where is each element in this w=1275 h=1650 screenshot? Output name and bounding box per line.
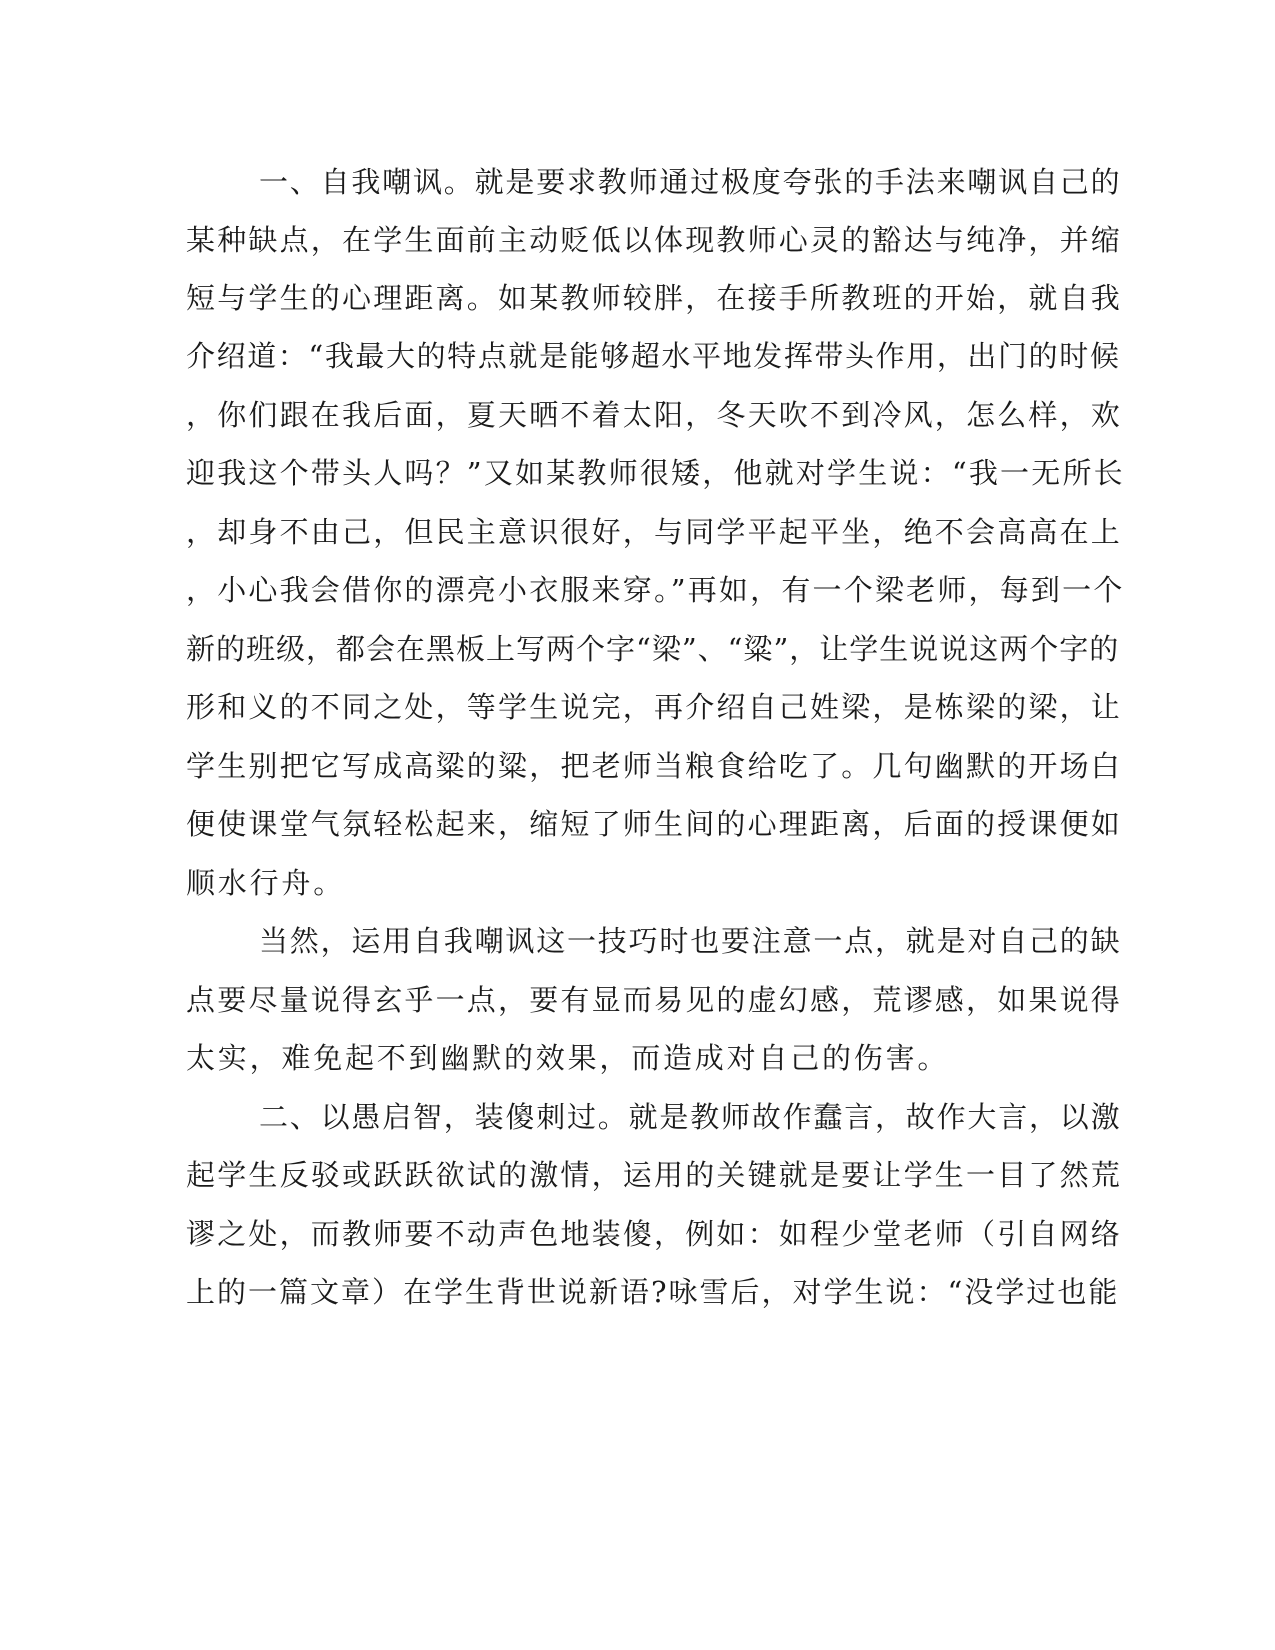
text-line: 太实，难免起不到幽默的效果，而造成对自己的伤害。 xyxy=(186,1041,950,1075)
text-line: 顺水行舟。 xyxy=(186,866,346,900)
text-line: 便使课堂气氛轻松起来，缩短了师生间的心理距离，后面的授课便如 xyxy=(186,807,1123,841)
text-line: 迎我这个带头人吗？”又如某教师很矮，他就对学生说：“我一无所长 xyxy=(186,456,1125,490)
text-line: 学生别把它写成高粱的粱，把老师当粮食给吃了。几句幽默的开场白 xyxy=(186,749,1123,783)
text-line: 短与学生的心理距离。如某教师较胖，在接手所教班的开始，就自我 xyxy=(186,281,1123,315)
text-line: 介绍道：“我最大的特点就是能够超水平地发挥带头作用，出门的时候 xyxy=(186,339,1121,373)
text-line: ，小心我会借你的漂亮小衣服来穿。”再如，有一个梁老师，每到一个 xyxy=(186,573,1125,607)
text-line: 上的一篇文章）在学生背世说新语?咏雪后，对学生说：“没学过也能 xyxy=(186,1275,1120,1309)
text-line: ，却身不由己，但民主意识很好，与同学平起平坐，绝不会高高在上 xyxy=(186,515,1123,549)
text-line: 起学生反驳或跃跃欲试的激情，运用的关键就是要让学生一目了然荒 xyxy=(186,1158,1123,1192)
text-line: 新的班级，都会在黑板上写两个字“梁”、“粱”，让学生说说这两个字的 xyxy=(186,632,1120,666)
text-line: ，你们跟在我后面，夏天晒不着太阳，冬天吹不到冷风，怎么样，欢 xyxy=(186,398,1123,432)
text-line: 点要尽量说得玄乎一点，要有显而易见的虚幻感，荒谬感，如果说得 xyxy=(186,983,1123,1017)
text-line: 谬之处，而教师要不动声色地装傻，例如：如程少堂老师（引自网络 xyxy=(186,1217,1123,1251)
text-line: 某种缺点，在学生面前主动贬低以体现教师心灵的豁达与纯净，并缩 xyxy=(186,223,1123,257)
text-line: 二、以愚启智，装傻刺过。就是教师故作蠢言，故作大言，以激 xyxy=(259,1100,1122,1134)
text-line: 当然，运用自我嘲讽这一技巧时也要注意一点，就是对自己的缺 xyxy=(259,924,1122,958)
text-line: 一、自我嘲讽。就是要求教师通过极度夸张的手法来嘲讽自己的 xyxy=(259,165,1122,199)
text-line: 形和义的不同之处，等学生说完，再介绍自己姓梁，是栋梁的梁，让 xyxy=(186,690,1123,724)
